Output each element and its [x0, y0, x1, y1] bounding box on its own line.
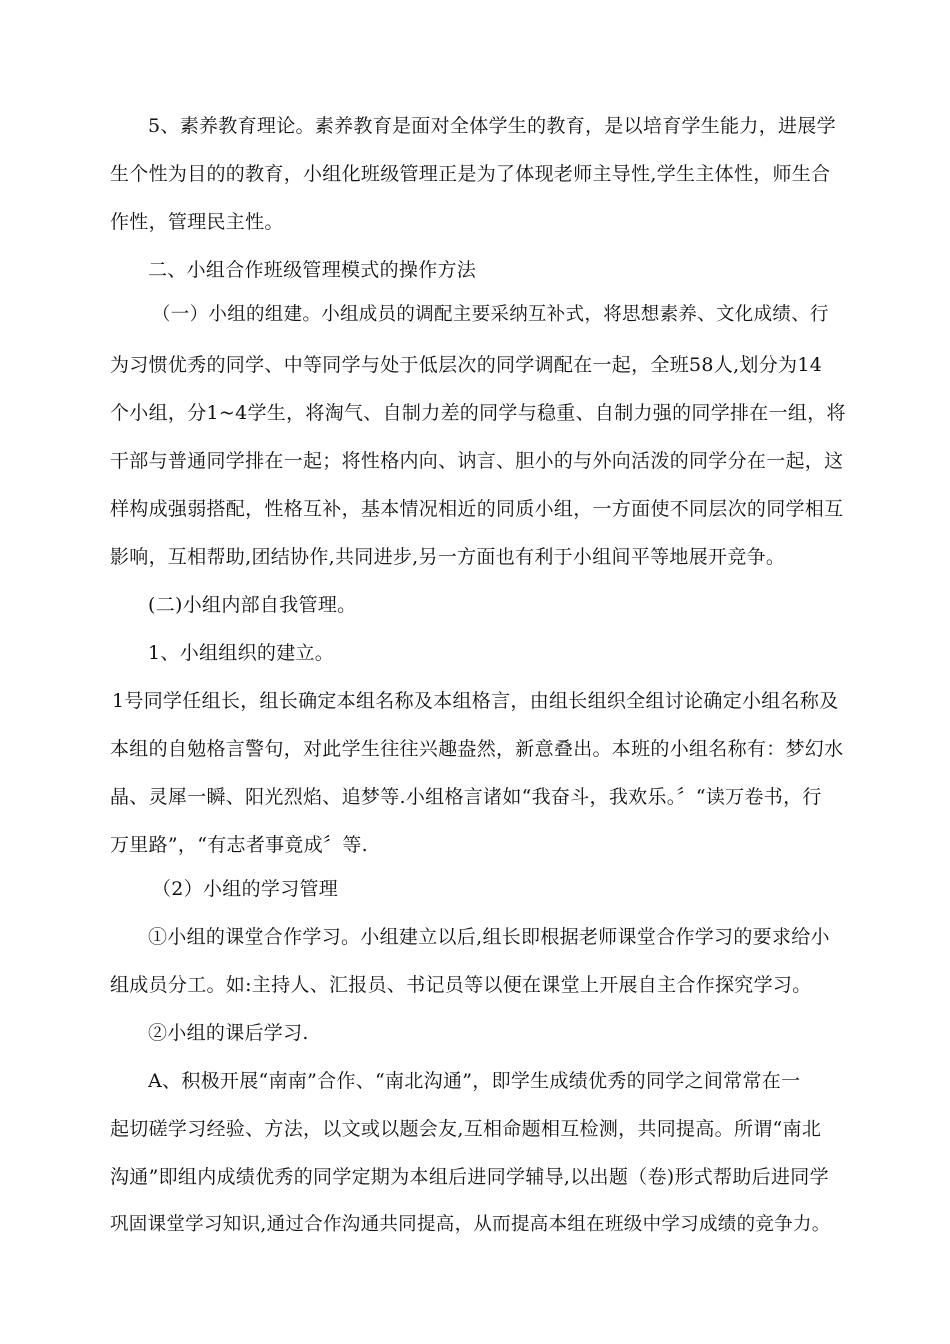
paragraph-line: 个小组，分1~4学生，将淘气、自制力差的同学与稳重、自制力强的同学排在一组，将	[110, 402, 846, 424]
paragraph-line: 为习惯优秀的同学、中等同学与处于低层次的同学调配在一起，全班58人,划分为14	[110, 354, 823, 376]
paragraph-line: 作性，管理民主性。	[110, 211, 284, 233]
paragraph-line: 组成员分工。如:主持人、汇报员、书记员等以便在课堂上开展自主合作探究学习。	[110, 974, 812, 996]
paragraph-line: 起切磋学习经验、方法，以文或以题会友,互相命题相互检测，共同提高。所谓“南北	[110, 1118, 822, 1140]
paragraph-line: 样构成强弱搭配，性格互补，基本情况相近的同质小组，一方面使不同层次的同学相互	[110, 498, 844, 520]
paragraph-line: （一）小组的组建。小组成员的调配主要采纳互补式，将思想素养、文化成绩、行	[152, 304, 829, 325]
paragraph-line: 晶、灵犀一瞬、阳光烈焰、追梦等.小组格言诸如“我奋斗，我欢乐。〞“读万卷书，行	[110, 786, 822, 808]
paragraph-line: ①小组的课堂合作学习。小组建立以后,组长即根据老师课堂合作学习的要求给小	[148, 926, 830, 948]
subsection-heading: 1、小组组织的建立。	[148, 642, 335, 664]
paragraph-line: 巩固课堂学习知识,通过合作沟通共同提高，从而提高本组在班级中学习成绩的竞争力。	[110, 1214, 831, 1235]
paragraph-line: 1号同学任组长，组长确定本组名称及本组格言，由组长组织全组讨论确定小组名称及	[112, 690, 839, 712]
subsection-heading: （2）小组的学习管理	[152, 878, 339, 900]
paragraph-line: 万里路”，“有志者事竟成〞等.	[110, 834, 368, 856]
subsection-heading: ②小组的课后学习.	[148, 1022, 309, 1044]
paragraph-line: 5、素养教育理论。素养教育是面对全体学生的教育，是以培育学生能力，进展学	[148, 115, 836, 137]
paragraph-line: 沟通”即组内成绩优秀的同学定期为本组后进同学辅导,以出题（卷)形式帮助后进同学	[110, 1166, 829, 1188]
paragraph-line: A、积极开展“南南”合作、“南北沟通”，即学生成绩优秀的同学之间常常在一	[148, 1070, 801, 1092]
section-heading: 二、小组合作班级管理模式的操作方法	[148, 259, 477, 281]
paragraph-line: 干部与普通同学排在一起；将性格内向、讷言、胆小的与外向活泼的同学分在一起，这	[110, 450, 844, 472]
paragraph-line: 影响，互相帮助,团结协作,共同进步,另一方面也有利于小组间平等地展开竞争。	[110, 546, 786, 568]
subsection-heading: (二)小组内部自我管理。	[148, 594, 357, 616]
paragraph-line: 本组的自勉格言警句，对此学生往往兴趣盎然，新意叠出。本班的小组名称有：梦幻水	[110, 738, 844, 760]
paragraph-line: 生个性为目的的教育，小组化班级管理正是为了体现老师主导性,学生主体性，师生合	[110, 163, 831, 185]
